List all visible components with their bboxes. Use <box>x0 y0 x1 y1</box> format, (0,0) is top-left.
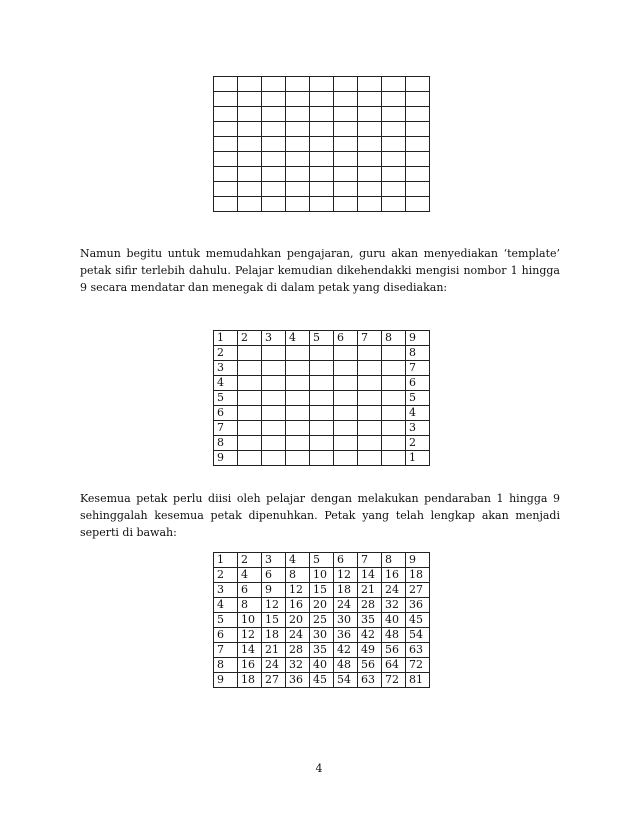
complete-grid-cell: 36 <box>286 673 310 688</box>
template-grid-cell <box>286 421 310 436</box>
empty-grid-row <box>214 92 430 107</box>
empty-grid-cell <box>358 137 382 152</box>
complete-grid-cell: 56 <box>358 658 382 673</box>
empty-grid-cell <box>382 77 406 92</box>
complete-grid-cell: 32 <box>382 598 406 613</box>
empty-grid-cell <box>358 182 382 197</box>
template-grid-cell <box>382 421 406 436</box>
template-grid-row <box>214 346 430 361</box>
complete-grid-cell: 8 <box>214 658 238 673</box>
empty-grid-cell <box>382 167 406 182</box>
empty-grid-cell <box>310 152 334 167</box>
complete-grid-row <box>214 658 430 673</box>
template-grid-cell <box>262 451 286 466</box>
complete-grid-cell: 54 <box>406 628 430 643</box>
template-grid-cell: 8 <box>214 436 238 451</box>
template-grid-row <box>214 436 430 451</box>
template-multiplication-grid <box>213 330 430 466</box>
empty-grid-cell <box>358 92 382 107</box>
complete-grid-cell: 72 <box>406 658 430 673</box>
complete-grid-cell: 63 <box>358 673 382 688</box>
template-grid-cell: 5 <box>406 391 430 406</box>
empty-grid-cell <box>214 167 238 182</box>
empty-grid-row <box>214 122 430 137</box>
template-grid-cell <box>310 346 334 361</box>
empty-grid-cell <box>214 77 238 92</box>
empty-grid-cell <box>286 77 310 92</box>
empty-grid-cell <box>406 197 430 212</box>
empty-grid-cell <box>334 182 358 197</box>
template-grid-cell: 4 <box>214 376 238 391</box>
template-grid-cell <box>286 406 310 421</box>
complete-grid-cell: 7 <box>358 553 382 568</box>
complete-grid-cell: 20 <box>310 598 334 613</box>
complete-grid-row <box>214 583 430 598</box>
empty-grid-cell <box>358 197 382 212</box>
complete-grid-cell: 4 <box>238 568 262 583</box>
empty-grid-cell <box>382 137 406 152</box>
template-grid-cell: 8 <box>382 331 406 346</box>
complete-grid-cell: 2 <box>238 553 262 568</box>
template-grid-cell: 2 <box>214 346 238 361</box>
complete-grid-cell: 27 <box>406 583 430 598</box>
template-grid-cell <box>382 376 406 391</box>
complete-grid-cell: 21 <box>262 643 286 658</box>
empty-grid-cell <box>382 152 406 167</box>
template-grid-cell <box>334 376 358 391</box>
complete-grid-cell: 72 <box>382 673 406 688</box>
template-grid-cell <box>334 391 358 406</box>
empty-grid-row <box>214 197 430 212</box>
complete-grid-cell: 12 <box>286 583 310 598</box>
paragraph-template-instruction: Namun begitu untuk memudahkan pengajaran, guru akan menyediakan ‘template’ petak sifir terlebih dahulu. Pelajar kemudian dikehendakki mengisi nombor 1 hingga 9 secara mendatar dan menegak di dalam petak yang disediakan: <box>80 247 560 294</box>
empty-grid-cell <box>406 137 430 152</box>
template-grid-cell <box>286 361 310 376</box>
complete-grid-cell: 40 <box>382 613 406 628</box>
empty-grid-cell <box>406 167 430 182</box>
template-grid-cell <box>310 436 334 451</box>
empty-grid-cell <box>238 197 262 212</box>
template-grid-cell <box>238 346 262 361</box>
empty-grid-row <box>214 107 430 122</box>
complete-grid-cell: 12 <box>262 598 286 613</box>
template-grid-cell <box>238 421 262 436</box>
template-grid-cell <box>262 406 286 421</box>
empty-grid-cell <box>286 137 310 152</box>
complete-grid-cell: 64 <box>382 658 406 673</box>
template-grid-row <box>214 376 430 391</box>
complete-grid-cell: 6 <box>238 583 262 598</box>
empty-grid-cell <box>310 92 334 107</box>
template-grid-cell <box>286 376 310 391</box>
complete-grid-cell: 30 <box>310 628 334 643</box>
template-grid-cell <box>262 376 286 391</box>
complete-grid-cell: 63 <box>406 643 430 658</box>
empty-grid-cell <box>358 167 382 182</box>
empty-grid-row <box>214 167 430 182</box>
complete-grid-cell: 45 <box>310 673 334 688</box>
template-grid-cell <box>358 406 382 421</box>
empty-grid-cell <box>286 197 310 212</box>
empty-grid-cell <box>310 167 334 182</box>
template-grid-cell: 4 <box>406 406 430 421</box>
template-grid-cell <box>358 361 382 376</box>
empty-grid-cell <box>286 152 310 167</box>
empty-grid-row <box>214 77 430 92</box>
complete-grid-cell: 24 <box>286 628 310 643</box>
complete-grid-cell: 28 <box>286 643 310 658</box>
paragraph-fill-instruction: Kesemua petak perlu diisi oleh pelajar dengan melakukan pendaraban 1 hingga 9 sehinggalah kesemua petak dipenuhkan. Petak yang telah lengkap akan menjadi seperti di bawah: <box>80 492 560 539</box>
complete-grid-cell: 12 <box>334 568 358 583</box>
empty-grid-cell <box>406 92 430 107</box>
empty-grid-row <box>214 137 430 152</box>
empty-grid-cell <box>334 92 358 107</box>
template-grid-cell <box>310 391 334 406</box>
template-grid-cell: 2 <box>238 331 262 346</box>
empty-grid-cell <box>262 92 286 107</box>
empty-grid-cell <box>334 107 358 122</box>
empty-grid-row <box>214 182 430 197</box>
template-grid-cell <box>262 346 286 361</box>
template-grid-cell <box>262 361 286 376</box>
template-grid-cell <box>334 406 358 421</box>
template-grid-cell <box>262 391 286 406</box>
empty-grid-cell <box>214 122 238 137</box>
complete-grid-cell: 16 <box>238 658 262 673</box>
empty-grid-cell <box>334 122 358 137</box>
empty-grid-cell <box>262 137 286 152</box>
empty-grid-cell <box>382 182 406 197</box>
empty-grid-cell <box>214 107 238 122</box>
complete-grid-row <box>214 568 430 583</box>
complete-grid-cell: 4 <box>286 553 310 568</box>
template-grid-cell: 6 <box>406 376 430 391</box>
empty-grid-cell <box>358 77 382 92</box>
empty-grid-cell <box>262 182 286 197</box>
template-grid-row <box>214 406 430 421</box>
template-grid-cell <box>334 421 358 436</box>
template-grid-row <box>214 361 430 376</box>
complete-grid-cell: 16 <box>286 598 310 613</box>
complete-grid-cell: 25 <box>310 613 334 628</box>
complete-grid-cell: 81 <box>406 673 430 688</box>
complete-grid-cell: 24 <box>382 583 406 598</box>
complete-grid-cell: 3 <box>214 583 238 598</box>
complete-grid-cell: 35 <box>310 643 334 658</box>
empty-grid-cell <box>238 182 262 197</box>
empty-grid-cell <box>310 197 334 212</box>
complete-grid-cell: 9 <box>406 553 430 568</box>
template-grid-row <box>214 451 430 466</box>
complete-grid-cell: 18 <box>262 628 286 643</box>
template-grid-cell <box>238 436 262 451</box>
empty-grid-cell <box>286 167 310 182</box>
template-grid-cell: 6 <box>334 331 358 346</box>
complete-grid-cell: 42 <box>334 643 358 658</box>
template-grid-cell <box>286 451 310 466</box>
empty-grid-cell <box>310 137 334 152</box>
page-number: 4 <box>315 762 323 775</box>
complete-grid-cell: 14 <box>238 643 262 658</box>
complete-grid-cell: 24 <box>262 658 286 673</box>
complete-grid-cell: 14 <box>358 568 382 583</box>
template-grid-cell <box>238 361 262 376</box>
complete-grid-cell: 18 <box>406 568 430 583</box>
template-grid-cell: 2 <box>406 436 430 451</box>
complete-grid-cell: 8 <box>286 568 310 583</box>
empty-grid-cell <box>406 182 430 197</box>
empty-grid-cell <box>334 197 358 212</box>
complete-grid-row <box>214 598 430 613</box>
complete-grid-cell: 20 <box>286 613 310 628</box>
empty-grid-cell <box>334 77 358 92</box>
complete-grid-row <box>214 553 430 568</box>
complete-grid-row <box>214 613 430 628</box>
empty-grid-cell <box>310 182 334 197</box>
complete-grid-cell: 54 <box>334 673 358 688</box>
template-grid-cell <box>262 436 286 451</box>
empty-grid-cell <box>286 92 310 107</box>
complete-grid-cell: 24 <box>334 598 358 613</box>
template-grid-cell: 9 <box>406 331 430 346</box>
empty-grid-cell <box>382 122 406 137</box>
complete-grid-cell: 36 <box>406 598 430 613</box>
complete-grid-cell: 3 <box>262 553 286 568</box>
template-grid-row <box>214 421 430 436</box>
empty-grid-cell <box>358 107 382 122</box>
complete-grid-cell: 6 <box>214 628 238 643</box>
complete-grid-cell: 4 <box>214 598 238 613</box>
complete-grid-cell: 9 <box>214 673 238 688</box>
template-grid-cell <box>334 451 358 466</box>
template-grid-cell <box>382 361 406 376</box>
complete-grid-cell: 12 <box>238 628 262 643</box>
empty-grid-row <box>214 152 430 167</box>
complete-grid-cell: 6 <box>262 568 286 583</box>
template-grid-cell <box>262 421 286 436</box>
template-grid-cell <box>382 346 406 361</box>
complete-grid-cell: 18 <box>238 673 262 688</box>
template-grid-cell <box>382 451 406 466</box>
template-grid-cell <box>334 436 358 451</box>
complete-grid-cell: 32 <box>286 658 310 673</box>
complete-grid-row <box>214 673 430 688</box>
template-grid-cell <box>382 391 406 406</box>
empty-grid-cell <box>238 137 262 152</box>
empty-grid-cell <box>358 122 382 137</box>
template-grid-cell <box>286 436 310 451</box>
empty-grid-cell <box>310 107 334 122</box>
complete-grid-cell: 15 <box>262 613 286 628</box>
template-grid-cell <box>334 361 358 376</box>
template-grid-cell <box>286 391 310 406</box>
template-grid-cell <box>310 451 334 466</box>
empty-grid-cell <box>334 152 358 167</box>
template-grid-cell: 5 <box>214 391 238 406</box>
empty-grid-cell <box>334 167 358 182</box>
template-grid-cell <box>358 391 382 406</box>
template-grid-cell: 3 <box>406 421 430 436</box>
complete-grid-cell: 8 <box>382 553 406 568</box>
template-grid-cell <box>358 421 382 436</box>
empty-grid-cell <box>406 152 430 167</box>
empty-grid-cell <box>286 182 310 197</box>
complete-grid-cell: 1 <box>214 553 238 568</box>
template-grid-cell: 1 <box>214 331 238 346</box>
complete-grid-cell: 56 <box>382 643 406 658</box>
template-grid-cell: 3 <box>214 361 238 376</box>
empty-grid-cell <box>214 197 238 212</box>
empty-grid-cell <box>238 122 262 137</box>
template-grid-cell <box>238 376 262 391</box>
complete-grid-cell: 6 <box>334 553 358 568</box>
template-grid-cell: 9 <box>214 451 238 466</box>
complete-grid-row <box>214 643 430 658</box>
complete-grid-cell: 8 <box>238 598 262 613</box>
complete-grid-cell: 30 <box>334 613 358 628</box>
empty-grid-cell <box>382 92 406 107</box>
empty-grid-cell <box>286 107 310 122</box>
complete-grid-cell: 18 <box>334 583 358 598</box>
empty-grid <box>213 76 430 212</box>
empty-grid-cell <box>238 77 262 92</box>
template-grid-cell: 7 <box>406 361 430 376</box>
template-grid-cell <box>310 376 334 391</box>
template-grid-cell: 1 <box>406 451 430 466</box>
empty-grid-cell <box>406 122 430 137</box>
template-grid-cell <box>238 451 262 466</box>
template-grid-cell <box>310 406 334 421</box>
complete-grid-cell: 48 <box>334 658 358 673</box>
template-grid-cell: 8 <box>406 346 430 361</box>
template-grid-cell: 6 <box>214 406 238 421</box>
empty-grid-cell <box>262 167 286 182</box>
complete-grid-cell: 49 <box>358 643 382 658</box>
complete-grid-cell: 10 <box>310 568 334 583</box>
complete-grid-cell: 7 <box>214 643 238 658</box>
complete-grid-cell: 21 <box>358 583 382 598</box>
template-grid-cell <box>358 376 382 391</box>
complete-grid-row <box>214 628 430 643</box>
empty-grid-cell <box>238 152 262 167</box>
empty-grid-cell <box>214 182 238 197</box>
complete-grid-cell: 5 <box>214 613 238 628</box>
empty-grid-cell <box>262 122 286 137</box>
template-grid-cell <box>310 421 334 436</box>
template-grid-row <box>214 391 430 406</box>
empty-grid-cell <box>406 107 430 122</box>
complete-grid-cell: 40 <box>310 658 334 673</box>
template-grid-cell <box>358 436 382 451</box>
template-grid-cell: 4 <box>286 331 310 346</box>
template-grid-cell: 7 <box>358 331 382 346</box>
complete-grid-cell: 35 <box>358 613 382 628</box>
template-grid-cell: 3 <box>262 331 286 346</box>
empty-grid-cell <box>238 107 262 122</box>
complete-grid-cell: 48 <box>382 628 406 643</box>
empty-grid-cell <box>286 122 310 137</box>
template-grid-cell <box>382 436 406 451</box>
complete-grid-cell: 9 <box>262 583 286 598</box>
template-grid-cell <box>286 346 310 361</box>
empty-grid-cell <box>238 92 262 107</box>
empty-grid-cell <box>214 92 238 107</box>
template-grid-cell <box>358 451 382 466</box>
template-grid-cell <box>238 406 262 421</box>
empty-grid-cell <box>262 197 286 212</box>
empty-grid-cell <box>382 197 406 212</box>
complete-multiplication-grid <box>213 552 430 688</box>
complete-grid-cell: 42 <box>358 628 382 643</box>
empty-grid-cell <box>334 137 358 152</box>
template-grid-cell <box>358 346 382 361</box>
complete-grid-cell: 5 <box>310 553 334 568</box>
complete-grid-cell: 36 <box>334 628 358 643</box>
complete-grid-cell: 45 <box>406 613 430 628</box>
complete-grid-cell: 15 <box>310 583 334 598</box>
complete-grid-cell: 28 <box>358 598 382 613</box>
template-grid-cell <box>238 391 262 406</box>
empty-grid-cell <box>238 167 262 182</box>
complete-grid-cell: 16 <box>382 568 406 583</box>
complete-grid-cell: 2 <box>214 568 238 583</box>
template-grid-row <box>214 331 430 346</box>
template-grid-cell <box>334 346 358 361</box>
empty-grid-cell <box>310 122 334 137</box>
empty-grid-cell <box>358 152 382 167</box>
template-grid-cell <box>382 406 406 421</box>
complete-grid-cell: 27 <box>262 673 286 688</box>
empty-grid-cell <box>214 137 238 152</box>
empty-grid-cell <box>214 152 238 167</box>
empty-grid-cell <box>382 107 406 122</box>
template-grid-cell: 5 <box>310 331 334 346</box>
empty-grid-cell <box>262 77 286 92</box>
template-grid-cell: 7 <box>214 421 238 436</box>
empty-grid-cell <box>262 152 286 167</box>
empty-grid-cell <box>406 77 430 92</box>
template-grid-cell <box>310 361 334 376</box>
empty-grid-cell <box>310 77 334 92</box>
complete-grid-cell: 10 <box>238 613 262 628</box>
empty-grid-cell <box>262 107 286 122</box>
